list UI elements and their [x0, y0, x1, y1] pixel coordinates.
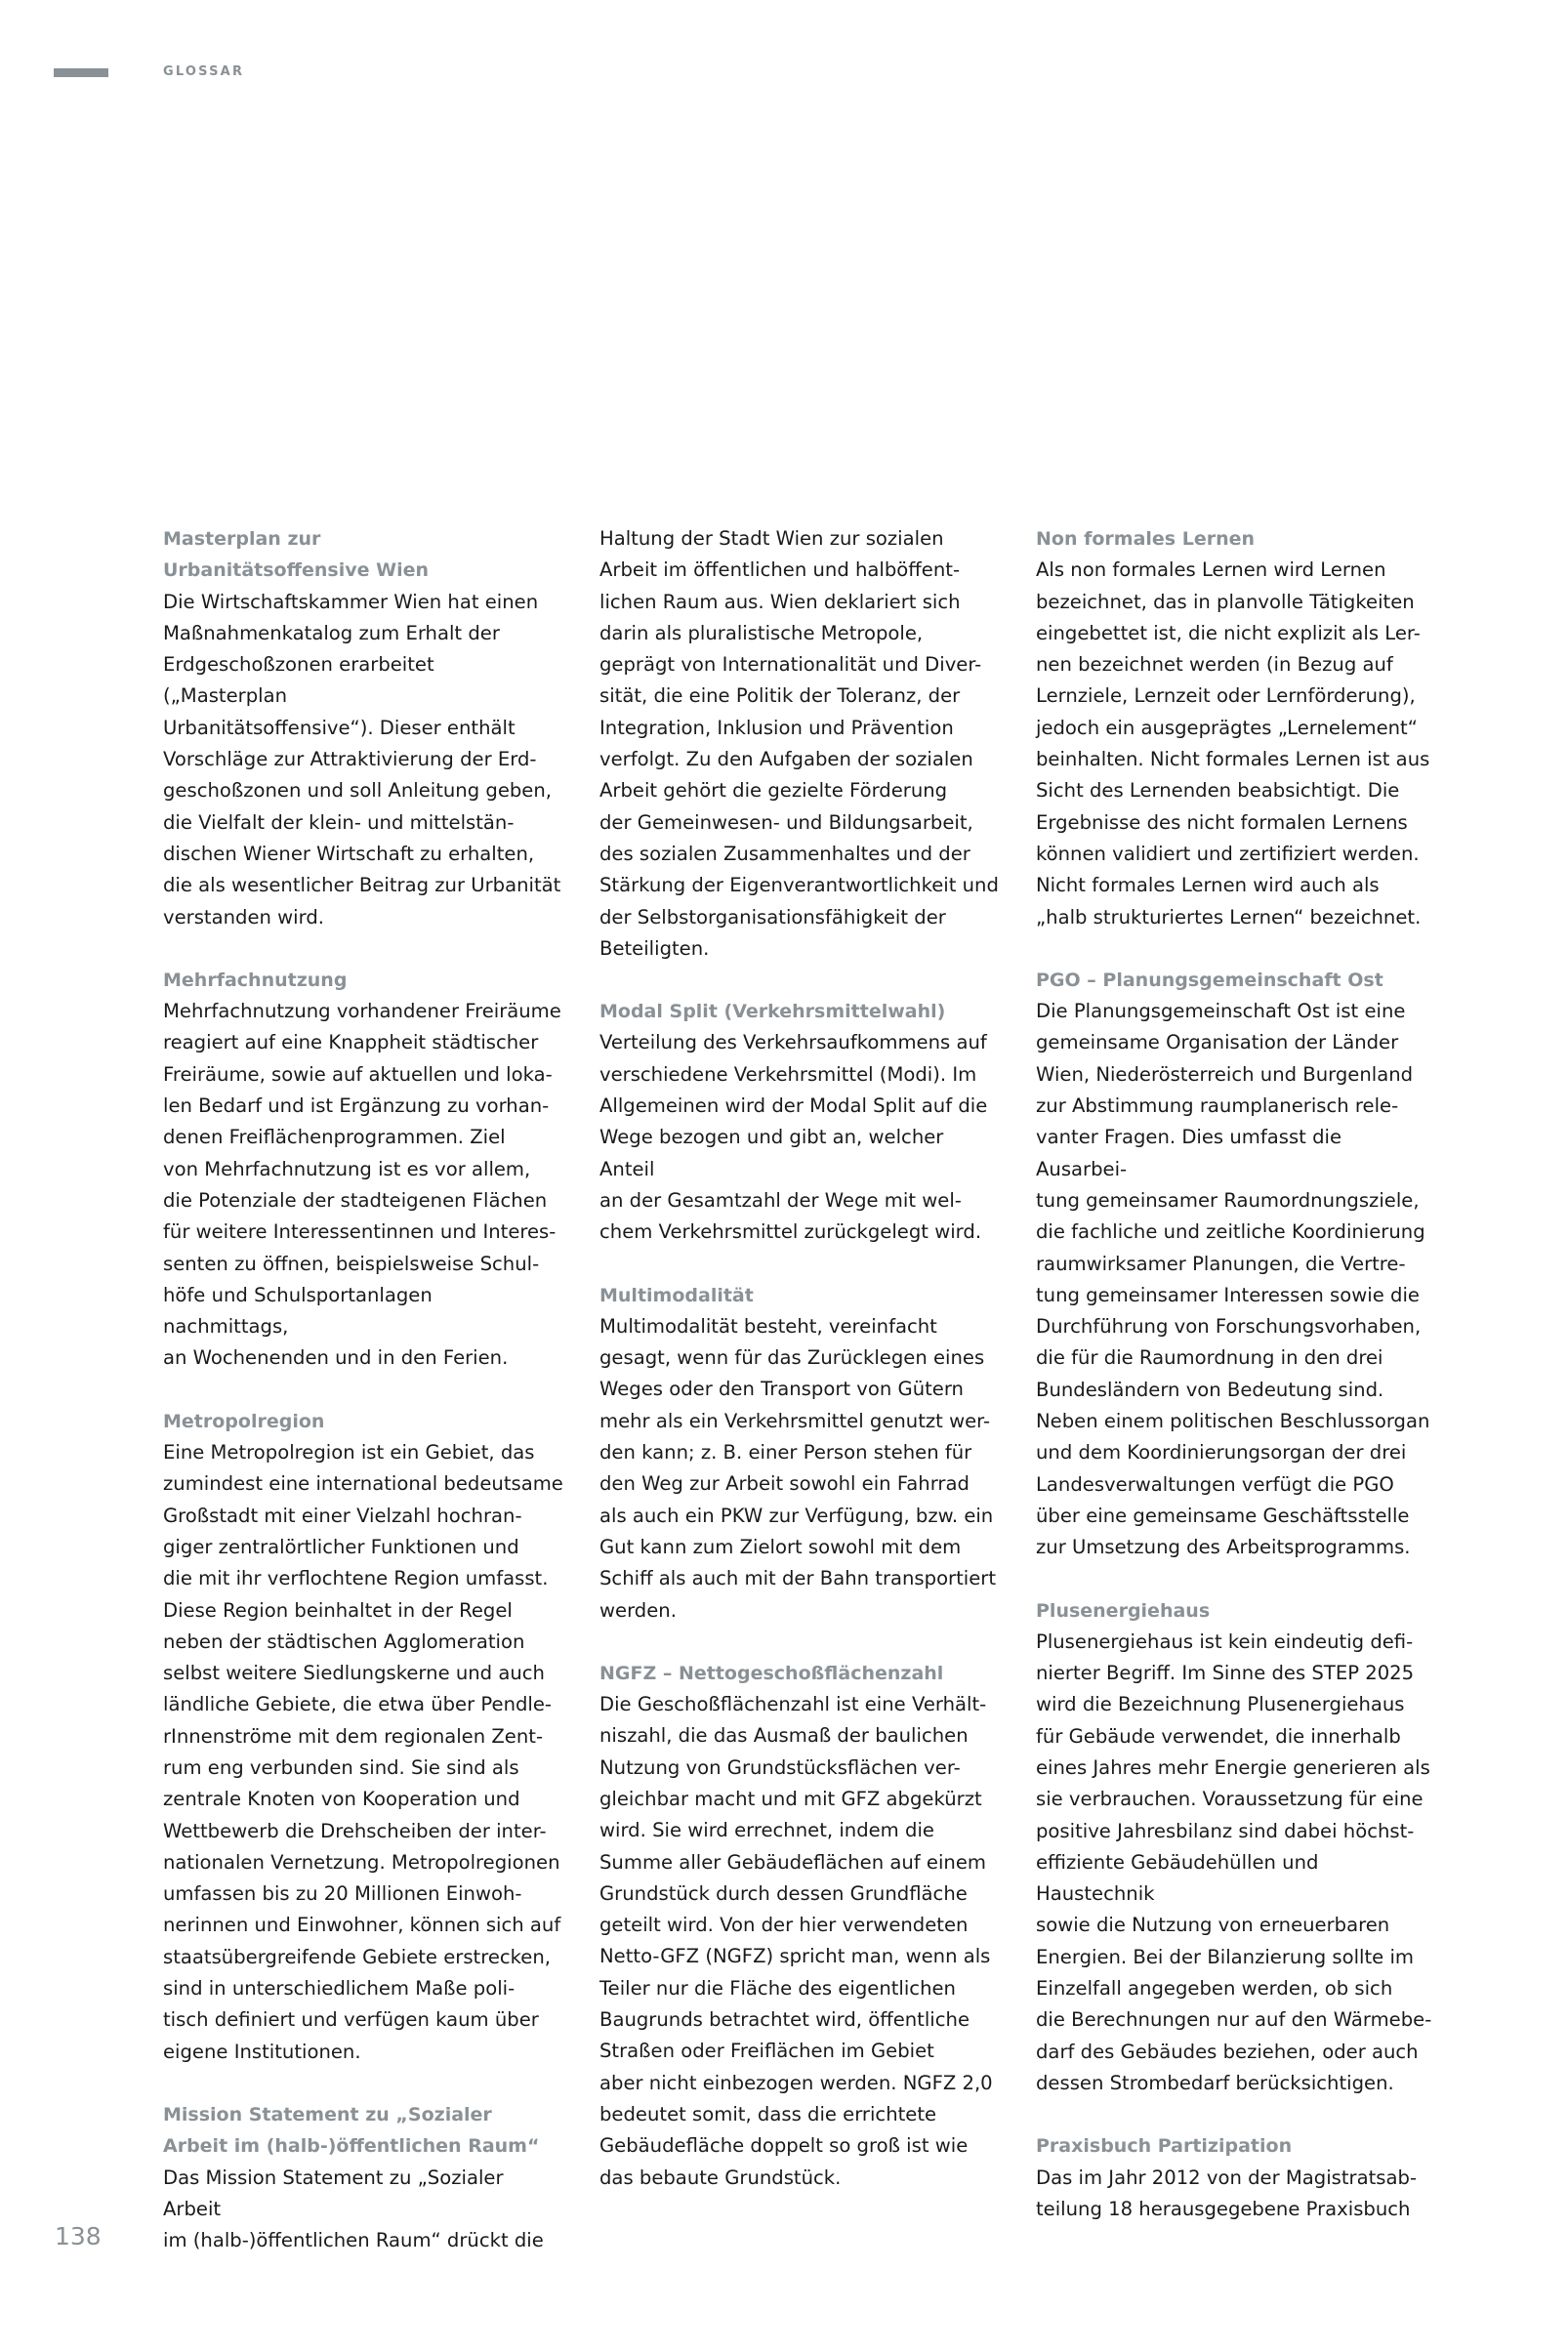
glossary-column-1	[163, 523, 563, 2288]
glossary-definition: Multimodalität besteht, vereinfacht gesagt, wenn für das Zurücklegen eines Weges oder den Transport von Gütern mehr als ein Verkehrsmittel genutzt wer- den kann; z. B. einer Person stehen für den Weg zur Arbeit sowohl ein Fahrrad als auch ein PKW zur Verfügung, bzw. ein Gut kann zum Zielort sowohl mit dem Schiff als auch mit der Bahn transportiert werden.	[599, 1314, 997, 1622]
glossary-entry	[599, 996, 1000, 1248]
glossary-entry	[1036, 1595, 1436, 2100]
glossary-entry	[599, 1658, 1000, 2194]
glossary-term: Multimodalität	[599, 1284, 754, 1306]
glossary-definition: Haltung der Stadt Wien zur sozialen Arbeit im öffentlichen und halböffent- lichen Raum aus. Wien deklariert sich darin als pluralistische Metropole, geprägt von Internationalität und Diver- sität, die eine Politik der Toleranz, der Integration, Inklusion und Prävention verfolgt. Zu den Aufgaben der sozialen Arbeit gehört die gezielte Förderung der Gemeinwesen- und Bildungsarbeit, des sozialen Zusammenhaltes und der Stärkung der Eigenverantwortlichkeit und der Selbstorganisationsfähigkeit der Beteiligten.	[599, 527, 999, 960]
glossary-term: Non formales Lernen	[1036, 528, 1256, 550]
glossary-entry-continued	[599, 523, 1000, 965]
glossary-term: Mission Statement zu „Sozialer Arbeit im (halb-)öffentlichen Raum“	[163, 2103, 540, 2158]
glossary-entry	[163, 1406, 563, 2068]
glossary-definition: Mehrfachnutzung vorhandener Freiräume reagiert auf eine Knappheit städtischer Freiräume, sowie auf aktuellen und loka- len Bedarf und ist Ergänzung zu vorhan- denen Freiflächenprogrammen. Ziel von Mehrfachnutzung ist es vor allem, die Potenziale der stadteigenen Flächen für weitere Interessentinnen und Interes- senten zu öffnen, beispielsweise Schul- höfe und Schulsportanlagen nachmittags, an Wochenenden und in den Ferien.	[163, 1000, 561, 1370]
glossary-term: Metropolregion	[163, 1410, 325, 1432]
glossary-definition: Das Mission Statement zu „Sozialer Arbeit im (halb-)öffentlichen Raum“ drückt die	[163, 2166, 544, 2252]
glossary-definition: Eine Metropolregion ist ein Gebiet, das zumindest eine international bedeutsame Großstadt mit einer Vielzahl hochran- giger zentralörtlicher Funktionen und die mit ihr verflochtene Region umfasst. Diese Region beinhaltet in der Regel neben der städtischen Agglomeration selbst weitere Siedlungskerne und auch ländliche Gebiete, die etwa über Pendle- rInnenströme mit dem regionalen Zent- rum eng verbunden sind. Sie sind als zentrale Knoten von Kooperation und Wettbewerb die Drehscheiben der inter- nationalen Vernetzung. Metropolregionen umfassen bis zu 20 Millionen Einwoh- nerinnen und Einwohner, können sich auf staatsübergreifende Gebiete erstrecken, sind in unterschiedlichem Maße poli- tisch definiert und verfügen kaum über eigene Institutionen.	[163, 1441, 563, 2063]
glossary-entry	[163, 523, 563, 933]
glossary-entry	[163, 965, 563, 1375]
glossary-definition: Das im Jahr 2012 von der Magistratsab- teilung 18 herausgegebene Praxisbuch	[1036, 2166, 1418, 2220]
glossary-entry	[599, 1280, 1000, 1627]
glossary-entry	[1036, 965, 1436, 1564]
glossary-entry	[1036, 523, 1436, 933]
glossary-column-2	[599, 523, 1000, 2225]
glossary-definition: Als non formales Lernen wird Lernen bezeichnet, das in planvolle Tätigkeiten eingebettet ist, die nicht explizit als Ler- nen bezeichnet werden (in Bezug auf Lernziele, Lernzeit oder Lernförderung), jedoch ein ausgeprägtes „Lernelement“ beinhalten. Nicht formales Lernen ist aus Sicht des Lernenden beabsichtigt. Die Ergebnisse des nicht formalen Lernens können validiert und zertifiziert werden. Nicht formales Lernen wird auch als „halb strukturiertes Lernen“ bezeichnet.	[1036, 558, 1430, 928]
glossary-definition: Die Geschoßflächenzahl ist eine Verhält- niszahl, die das Ausmaß der baulichen Nutzung von Grundstücksflächen ver- gleichbar macht und mit GFZ abgekürzt wird. Sie wird errechnet, indem die Summe aller Gebäudeflächen auf einem Grundstück durch dessen Grundfläche geteilt wird. Von der hier verwendeten Netto-GFZ (NGFZ) spricht man, wenn als Teiler nur die Fläche des eigentlichen Baugrunds betrachtet wird, öffentliche Straßen oder Freiflächen im Gebiet aber nicht einbezogen werden. NGFZ 2,0 bedeutet somit, dass die errichtete Gebäudefläche doppelt so groß ist wie das bebaute Grundstück.	[599, 1693, 993, 2189]
page-number: 138	[55, 2222, 102, 2250]
glossary-definition: Verteilung des Verkehrsaufkommens auf verschiedene Verkehrsmittel (Modi). Im Allgemeinen wird der Modal Split auf die Wege bezogen und gibt an, welcher Anteil an der Gesamtzahl der Wege mit wel- chem Verkehrsmittel zurückgelegt wird.	[599, 1031, 988, 1244]
glossary-definition: Die Planungsgemeinschaft Ost ist eine gemeinsame Organisation der Länder Wien, Niederösterreich und Burgenland zur Abstimmung raumplanerisch rele- vanter Fragen. Dies umfasst die Ausarbei- tung gemeinsamer Raumordnungsziele, die fachliche und zeitliche Koordinierung raumwirksamer Planungen, die Vertre- tung gemeinsamer Interessen sowie die Durchführung von Forschungsvorhaben, die für die Raumordnung in den drei Bundesländern von Bedeutung sind. Neben einem politischen Beschlussorgan und dem Koordinierungsorgan der drei Landesverwaltungen verfügt die PGO über eine gemeinsame Geschäftsstelle zur Umsetzung des Arbeitsprogramms.	[1036, 1000, 1430, 1559]
glossary-entry	[1036, 2130, 1436, 2225]
glossary-term: Mehrfachnutzung	[163, 969, 348, 991]
glossary-definition: Die Wirtschaftskammer Wien hat einen Maßnahmenkatalog zum Erhalt der Erdgeschoßzonen erarbeitet („Masterplan Urbanitätsoffensive“). Dieser enthält Vorschläge zur Attraktivierung der Erd- geschoßzonen und soll Anleitung geben, die Vielfalt der klein- und mittelstän- dischen Wiener Wirtschaft zu erhalten, die als wesentlicher Beitrag zur Urbanität verstanden wird.	[163, 590, 561, 928]
glossary-term: NGFZ – Nettogeschoßflächenzahl	[599, 1662, 944, 1684]
glossary-term: PGO – Planungsgemeinschaft Ost	[1036, 969, 1383, 991]
section-label: GLOSSAR	[163, 64, 245, 79]
glossary-term: Praxisbuch Partizipation	[1036, 2135, 1293, 2158]
glossary-definition: Plusenergiehaus ist kein eindeutig defi- nierter Begriff. Im Sinne des STEP 2025 wird die Bezeichnung Plusenergiehaus für Gebäude verwendet, die innerhalb eines Jahres mehr Energie generieren als sie verbrauchen. Voraussetzung für eine positive Jahresbilanz sind dabei höchst- effiziente Gebäudehüllen und Haustechnik sowie die Nutzung von erneuerbaren Energien. Bei der Bilanzierung sollte im Einzelfall angegeben werden, ob sich die Berechnungen nur auf den Wärmebe- darf des Gebäudes beziehen, oder auch dessen Strombedarf berücksichtigen.	[1036, 1630, 1432, 2094]
glossary-column-3	[1036, 523, 1436, 2256]
header-accent-bar	[54, 68, 108, 77]
glossary-term: Modal Split (Verkehrsmittelwahl)	[599, 1001, 946, 1023]
glossary-entry	[163, 2099, 563, 2256]
glossary-term: Plusenergiehaus	[1036, 1599, 1211, 1622]
glossary-term: Masterplan zur Urbanitätsoffensive Wien	[163, 528, 430, 582]
